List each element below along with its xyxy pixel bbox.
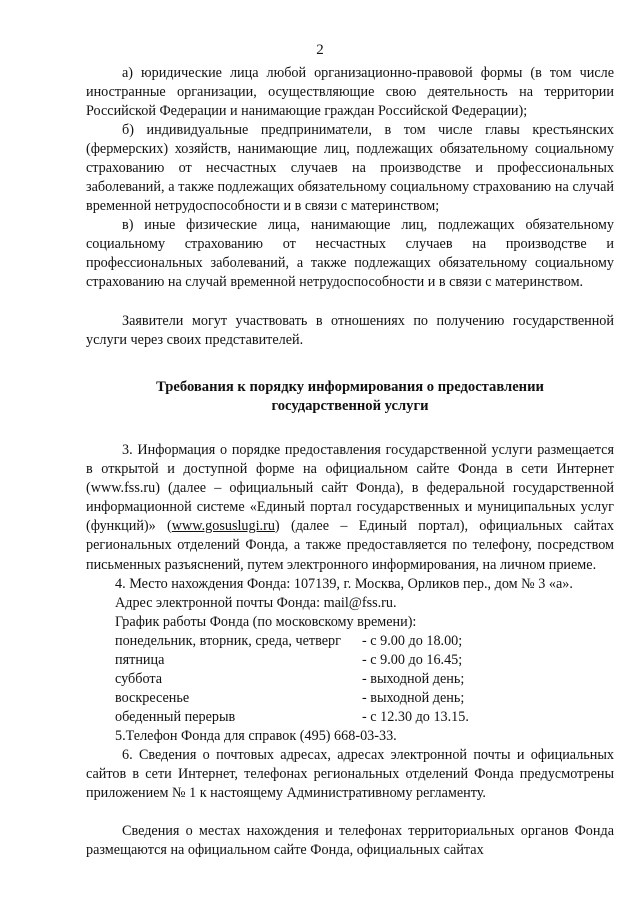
paragraph-item-6: 6. Сведения о почтовых адресах, адресах электронной почты и официальных сайтов в сети Интернет, телефонах региональных отделений Фонда предусмотрены приложением № 1 к настоящему Административному регламенту.: [86, 747, 614, 802]
schedule-time: - с 12.30 до 13.15.: [362, 709, 469, 725]
schedule-day: воскресенье: [115, 690, 190, 706]
section-heading-line-1: Требования к порядку информирования о предоставлении: [156, 379, 544, 395]
item-3-text-start: 3. Информация о порядке предоставления государственной услуги размещается в открытой и доступной форме на официальном сайте Фонда в сети Интернет (www.fss.ru) (далее – официальный сайт Фонда), в федеральной государственной информационной системе «Единый портал государственных и муниципальных услуг (функций)» (: [86, 442, 614, 535]
schedule-day: обеденный перерыв: [115, 709, 236, 725]
item-5-phone: 5.Телефон Фонда для справок (495) 668-03-33.: [115, 728, 397, 744]
paragraph-a: а) юридические лица любой организационно-правовой формы (в том числе иностранные организации, осуществляющие свою деятельность на территории Российской Федерации и нанимающие граждан Российской Федерации);: [86, 65, 614, 120]
paragraph-b: б) индивидуальные предприниматели, в том числе главы крестьянских (фермерских) хозяйств, нанимающие лиц, подлежащих обязательному социальному страхованию от несчастных случаев на производстве и профессиональных заболеваний, а также подлежащих обязательному социальному страхованию на случай временной нетрудоспособности и в связи с материнством;: [86, 122, 614, 215]
paragraph-territorial: Сведения о местах нахождения и телефонах территориальных органов Фонда размещаются на официальном сайте Фонда, официальных сайтах: [86, 823, 614, 859]
schedule-day: пятница: [115, 652, 165, 668]
paragraph-representatives: Заявители могут участвовать в отношениях по получению государственной услуги через своих представителей.: [86, 313, 614, 349]
gosuslugi-link[interactable]: www.gosuslugi.ru: [171, 518, 275, 535]
schedule-time: - с 9.00 до 18.00;: [362, 633, 463, 649]
paragraph-v: в) иные физические лица, нанимающие лиц, подлежащих обязательному социальному страхованию от несчастных случаев на производстве и профессиональных заболеваний, а также подлежащих обязательному социальному страхованию на случай временной нетрудоспособности и в связи с материнством.: [86, 217, 614, 291]
schedule-title: График работы Фонда (по московскому времени):: [115, 614, 417, 630]
item-4-email: Адрес электронной почты Фонда: mail@fss.ru.: [115, 595, 397, 611]
paragraph-item-3: [86, 441, 614, 575]
page-number: 2: [316, 42, 324, 58]
section-heading-line-2: государственной услуги: [271, 398, 429, 414]
schedule-day: суббота: [115, 671, 163, 687]
schedule-day: понедельник, вторник, среда, четверг: [115, 633, 341, 649]
schedule-time: - выходной день;: [362, 690, 465, 706]
item-4-address: 4. Место нахождения Фонда: 107139, г. Москва, Орликов пер., дом № 3 «а».: [115, 576, 573, 592]
item-3-text-end: ) (далее – Единый портал), официальных сайтах региональных отделений Фонда, а также предоставляется по телефону, посредством письменных разъяснений, путем электронного информирования, на личном приеме.: [86, 518, 615, 573]
schedule-time: - с 9.00 до 16.45;: [362, 652, 463, 668]
schedule-time: - выходной день;: [362, 671, 465, 687]
